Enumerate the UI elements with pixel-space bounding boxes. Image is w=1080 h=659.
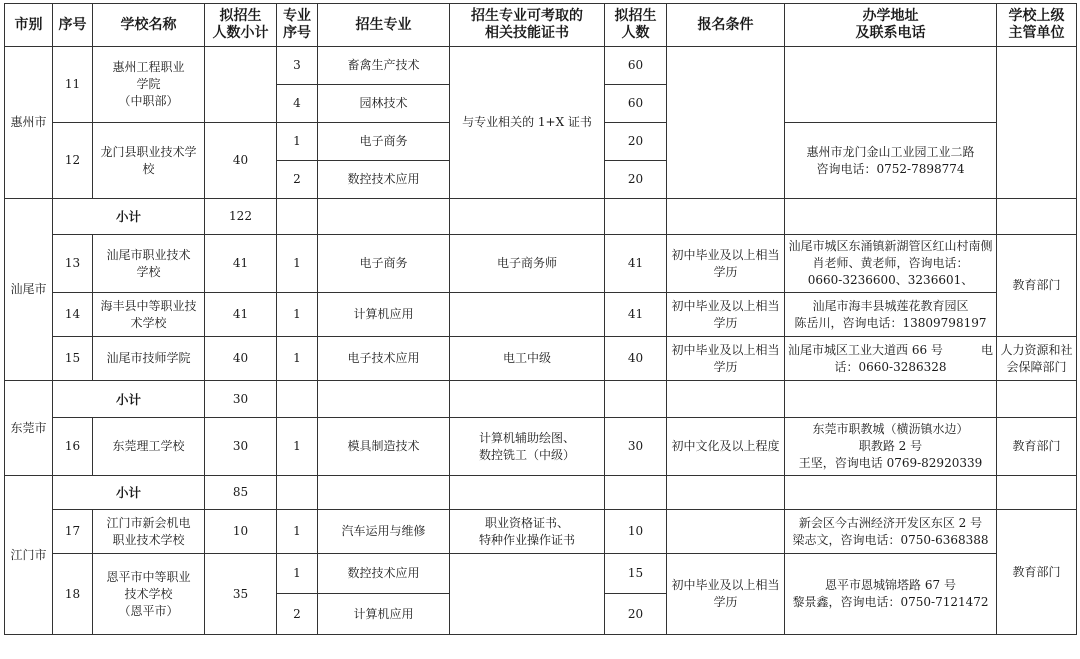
dept-cell: 教育部门	[997, 510, 1077, 635]
major-no-cell: 1	[277, 510, 318, 554]
col-header-no: 序号	[53, 4, 93, 47]
subtotal-row	[5, 381, 1077, 418]
cert-cell: 电子商务师	[450, 235, 605, 293]
subtotal-label: 小计	[53, 476, 205, 510]
school-no-cell: 14	[53, 293, 93, 337]
table-row	[5, 510, 1077, 554]
plan-total-cell: 35	[205, 554, 277, 635]
plan-cell: 41	[605, 293, 667, 337]
enrollment-table-page	[4, 3, 1077, 635]
address-cell: 汕尾市城区东涌镇新湖管区红山村南侧 肖老师、黄老师，咨询电话： 0660-3236600、3236601、	[785, 235, 997, 293]
major-no-cell: 1	[277, 337, 318, 381]
major-no-cell: 4	[277, 85, 318, 123]
major-cell: 数控技术应用	[318, 161, 450, 199]
plan-total-cell: 10	[205, 510, 277, 554]
school-no-cell: 18	[53, 554, 93, 635]
school-name-cell: 海丰县中等职业技 术学校	[93, 293, 205, 337]
table-row	[5, 337, 1077, 381]
address-cell: 东莞市职教城（横沥镇水边） 职教路 2 号 王坚，咨询电话 0769-82920339	[785, 418, 997, 476]
plan-total-cell: 30	[205, 418, 277, 476]
major-cell: 电子技术应用	[318, 337, 450, 381]
cert-cell: 与专业相关的 1+X 证书	[450, 47, 605, 199]
school-name-cell: 惠州工程职业 学院 （中职部）	[93, 47, 205, 123]
school-name-cell: 江门市新会机电 职业技术学校	[93, 510, 205, 554]
school-name-cell: 龙门县职业技术学 校	[93, 123, 205, 199]
major-cell: 数控技术应用	[318, 554, 450, 594]
plan-cell: 20	[605, 123, 667, 161]
condition-cell	[667, 47, 785, 199]
plan-total-cell	[205, 47, 277, 123]
plan-cell: 60	[605, 47, 667, 85]
major-no-cell: 1	[277, 235, 318, 293]
col-header-address: 办学地址 及联系电话	[785, 4, 997, 47]
plan-cell: 15	[605, 554, 667, 594]
major-cell: 计算机应用	[318, 594, 450, 635]
subtotal-label: 小计	[53, 199, 205, 235]
col-header-condition: 报名条件	[667, 4, 785, 47]
city-cell-dongguan: 东莞市	[5, 381, 53, 476]
subtotal-value: 30	[205, 381, 277, 418]
cert-cell: 计算机辅助绘图、 数控铣工（中级）	[450, 418, 605, 476]
school-name-cell: 汕尾市技师学院	[93, 337, 205, 381]
major-cell: 模具制造技术	[318, 418, 450, 476]
col-header-school: 学校名称	[93, 4, 205, 47]
table-row	[5, 418, 1077, 476]
plan-cell: 41	[605, 235, 667, 293]
plan-total-cell: 41	[205, 293, 277, 337]
cert-cell: 电工中级	[450, 337, 605, 381]
table-row	[5, 47, 1077, 85]
table-row	[5, 554, 1077, 594]
cert-cell	[450, 293, 605, 337]
major-no-cell: 1	[277, 554, 318, 594]
major-cell: 畜禽生产技术	[318, 47, 450, 85]
col-header-cert: 招生专业可考取的 相关技能证书	[450, 4, 605, 47]
col-header-plan: 拟招生 人数	[605, 4, 667, 47]
condition-cell	[667, 510, 785, 554]
school-name-cell: 恩平市中等职业 技术学校 （恩平市）	[93, 554, 205, 635]
major-no-cell: 3	[277, 47, 318, 85]
major-cell: 电子商务	[318, 235, 450, 293]
major-cell: 计算机应用	[318, 293, 450, 337]
major-no-cell: 2	[277, 161, 318, 199]
school-name-cell: 东莞理工学校	[93, 418, 205, 476]
address-cell: 惠州市龙门金山工业园工业二路 咨询电话：0752-7898774	[785, 123, 997, 199]
school-no-cell: 13	[53, 235, 93, 293]
subtotal-label: 小计	[53, 381, 205, 418]
plan-cell: 20	[605, 161, 667, 199]
subtotal-value: 122	[205, 199, 277, 235]
major-no-cell: 2	[277, 594, 318, 635]
city-cell-jiangmen: 江门市	[5, 476, 53, 635]
major-cell: 园林技术	[318, 85, 450, 123]
condition-cell: 初中文化及以上程度	[667, 418, 785, 476]
major-no-cell: 1	[277, 293, 318, 337]
col-header-plan-total: 拟招生 人数小计	[205, 4, 277, 47]
school-no-cell: 15	[53, 337, 93, 381]
condition-cell: 初中毕业及以上相当 学历	[667, 337, 785, 381]
plan-total-cell: 40	[205, 337, 277, 381]
table-row	[5, 293, 1077, 337]
col-header-major: 招生专业	[318, 4, 450, 47]
major-no-cell: 1	[277, 418, 318, 476]
plan-total-cell: 41	[205, 235, 277, 293]
cert-cell	[450, 554, 605, 635]
subtotal-row	[5, 476, 1077, 510]
city-cell-huizhou: 惠州市	[5, 47, 53, 199]
plan-cell: 30	[605, 418, 667, 476]
plan-cell: 20	[605, 594, 667, 635]
col-header-major-no: 专业 序号	[277, 4, 318, 47]
major-cell: 电子商务	[318, 123, 450, 161]
address-cell: 新会区今古洲经济开发区东区 2 号 梁志文，咨询电话：0750-6368388	[785, 510, 997, 554]
table-row	[5, 235, 1077, 293]
address-cell: 汕尾市城区工业大道西 66 号 电 话：0660-3286328	[785, 337, 997, 381]
plan-total-cell: 40	[205, 123, 277, 199]
school-no-cell: 12	[53, 123, 93, 199]
major-no-cell: 1	[277, 123, 318, 161]
city-cell-shanwei: 汕尾市	[5, 199, 53, 381]
school-name-cell: 汕尾市职业技术 学校	[93, 235, 205, 293]
dept-cell: 教育部门	[997, 418, 1077, 476]
condition-cell: 初中毕业及以上相当 学历	[667, 235, 785, 293]
plan-cell: 60	[605, 85, 667, 123]
address-cell: 恩平市恩城锦塔路 67 号 黎景鑫，咨询电话：0750-7121472	[785, 554, 997, 635]
col-header-city: 市别	[5, 4, 53, 47]
plan-cell: 40	[605, 337, 667, 381]
cert-cell: 职业资格证书、 特种作业操作证书	[450, 510, 605, 554]
major-cell: 汽车运用与维修	[318, 510, 450, 554]
address-cell	[785, 47, 997, 123]
dept-cell: 教育部门	[997, 235, 1077, 337]
enrollment-table	[4, 3, 1077, 635]
school-no-cell: 16	[53, 418, 93, 476]
condition-cell: 初中毕业及以上相当 学历	[667, 554, 785, 635]
plan-cell: 10	[605, 510, 667, 554]
col-header-dept: 学校上级 主管单位	[997, 4, 1077, 47]
subtotal-row	[5, 199, 1077, 235]
school-no-cell: 11	[53, 47, 93, 123]
subtotal-value: 85	[205, 476, 277, 510]
dept-cell	[997, 47, 1077, 199]
address-cell: 汕尾市海丰县城莲花教育园区 陈岳川，咨询电话：13809798197	[785, 293, 997, 337]
header-row	[5, 4, 1077, 47]
school-no-cell: 17	[53, 510, 93, 554]
dept-cell: 人力资源和社 会保障部门	[997, 337, 1077, 381]
condition-cell: 初中毕业及以上相当 学历	[667, 293, 785, 337]
